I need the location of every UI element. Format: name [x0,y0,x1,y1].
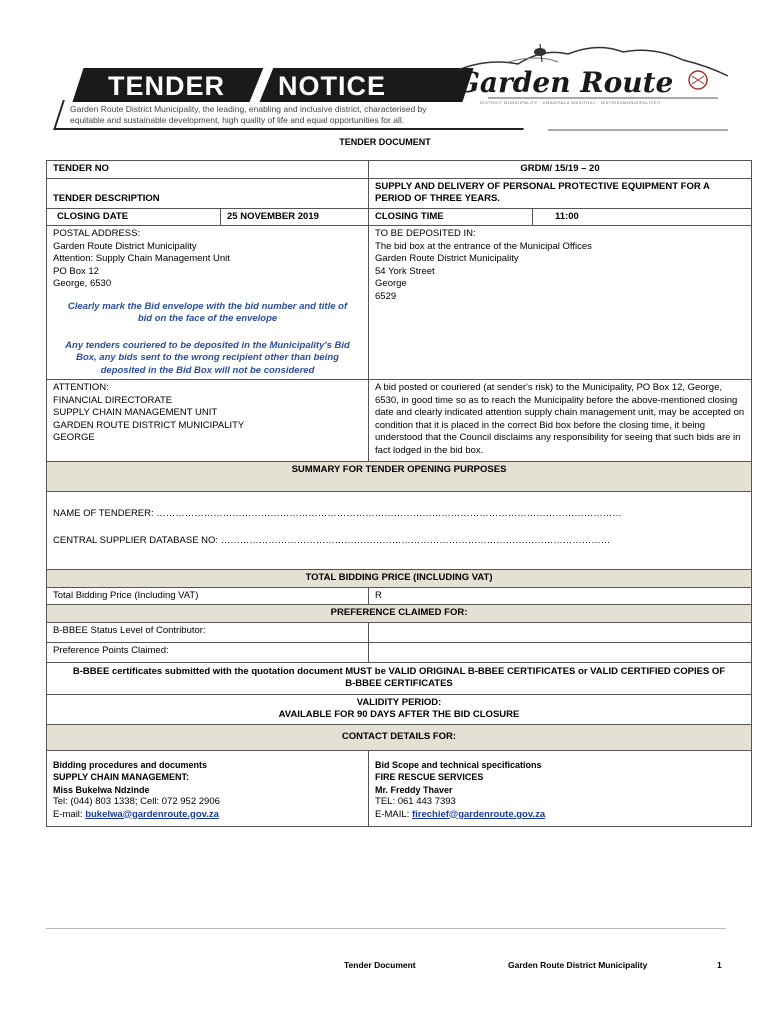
scm-email-link[interactable]: bukelwa@gardenroute.gov.za [85,808,219,820]
deposit-address-cell [369,226,752,380]
email-label: E-mail: [53,808,86,820]
footer-divider [46,928,726,929]
pricing-heading: TOTAL BIDDING PRICE (INCLUDING VAT) [47,570,752,588]
deposit-line: 54 York Street [375,265,435,277]
summary-heading-row [47,462,752,492]
csd-number-field: CENTRAL SUPPLIER DATABASE NO: …………………………………………………………………………………………………………… [53,534,611,546]
tenderer-info-cell [47,492,752,570]
tender-description-row [47,178,752,208]
deposit-line: TO BE DEPOSITED IN: [375,228,476,239]
tender-no-label: TENDER NO [47,161,369,179]
contact-scm-phone: Tel: (044) 803 1338; Cell: 072 952 2906 [53,796,220,807]
deposit-line: The bid box at the entrance of the Municipal Offices [375,240,592,252]
certificate-note-row [47,662,752,694]
validity-value: AVAILABLE FOR 90 DAYS AFTER THE BID CLOSURE [278,709,520,720]
garden-route-logo [448,40,738,136]
bbbee-level-row [47,622,752,642]
fire-email-link[interactable]: firechief@gardenroute.gov.za [411,808,546,820]
footer-municipality-label: Garden Route District Municipality [508,960,648,970]
pricing-value: R [369,587,752,605]
attention-line: SUPPLY CHAIN MANAGEMENT UNIT [53,407,218,418]
deposit-line: George [375,278,407,289]
attention-line: GARDEN ROUTE DISTRICT MUNICIPALITY [53,419,245,431]
closing-time-value: 11:00 [533,208,752,226]
contact-heading: CONTACT DETAILS FOR: [47,724,752,750]
pricing-label: Total Bidding Price (Including VAT) [47,587,369,605]
contact-fire-cell [369,750,752,826]
document-title: TENDER DOCUMENT [339,137,431,147]
tender-details-table [46,160,752,827]
preference-points-label: Preference Points Claimed: [47,642,369,662]
attention-line: GEORGE [53,432,95,443]
footer-document-label: Tender Document [344,960,416,970]
summary-heading: SUMMARY FOR TENDER OPENING PURPOSES [47,462,752,492]
certificate-note: B-BBEE certificates submitted with the quotation document MUST be VALID ORIGINAL B-BBEE CERTIFICATES or VALID CERTIFIED COPIES OF B-BBEE CERTIFICATES [47,662,752,694]
tender-no-value: GRDM/ 15/19 – 20 [369,161,752,179]
tender-description-label: TENDER DESCRIPTION [47,178,369,208]
preference-points-value [369,642,752,662]
contact-fire-department: FIRE RESCUE SERVICES [375,772,484,782]
validity-heading: VALIDITY PERIOD: [356,696,442,708]
envelope-marking-note: Clearly mark the Bid envelope with the bid number and title of bid on the face of the envelope [67,300,348,324]
closing-date-label: CLOSING DATE [47,208,221,226]
banner-tender-text: TENDER [108,71,226,101]
preference-points-row [47,642,752,662]
validity-row [47,694,752,724]
postal-address-cell [47,226,369,380]
attention-line: ATTENTION: [53,382,109,393]
bbbee-level-value [369,622,752,642]
attention-row [47,380,752,462]
postal-line: Garden Route District Municipality [53,240,197,252]
attention-line: FINANCIAL DIRECTORATE [53,394,173,406]
contact-fire-phone: TEL: 061 443 7393 [375,796,456,807]
contact-heading-row [47,724,752,750]
attention-cell [47,380,369,462]
courier-warning-note: Any tenders couriered to be deposited in the Municipality's Bid Box, any bids sent to the wrong recipient other than being deposited in the Bid Box will not be considered [65,339,350,376]
pricing-heading-row [47,570,752,588]
tender-notice-banner [78,68,468,102]
tender-notice-header [48,40,738,136]
deposit-line: Garden Route District Municipality [375,253,519,264]
logo-tagline: DISTRICT MUNICIPALITY · UMASIPALA WESITHILI · DISTRIKSMUNISIPALITEIT [480,100,662,105]
contact-scm-email-row [53,809,362,822]
contact-scm-cell [47,750,369,826]
postal-line: PO Box 12 [53,265,99,277]
postal-line: George, 6530 [53,278,112,289]
closing-row [47,208,752,226]
contact-fire-email-row [375,809,745,822]
slogan-line-1: Garden Route District Municipality, the leading, enabling and inclusive district, characterised by [70,104,427,114]
contact-fire-title: Bid Scope and technical specifications [375,759,542,770]
email-label: E-MAIL: [375,808,412,820]
banner-notice-text: NOTICE [278,71,387,101]
contact-scm-title: Bidding procedures and documents [53,759,208,770]
address-row [47,226,752,380]
contact-scm-person: Miss Bukelwa Ndzinde [53,784,150,795]
preference-heading-row [47,605,752,623]
tender-description-value: SUPPLY AND DELIVERY OF PERSONAL PROTECTIVE EQUIPMENT FOR A PERIOD OF THREE YEARS. [369,178,752,208]
tenderer-name-field: NAME OF TENDERER: ………………………………………………………………………………………………………………………………… [53,508,622,519]
bbbee-level-label: B-BBEE Status Level of Contributor: [47,622,369,642]
postal-line: POSTAL ADDRESS: [53,228,141,239]
postal-line: Attention: Supply Chain Management Unit [53,253,230,264]
tender-no-row [47,161,752,179]
pricing-row [47,587,752,605]
preference-heading: PREFERENCE CLAIMED FOR: [47,605,752,623]
logo-name: Garden Route [456,66,674,99]
deposit-line: 6529 [375,290,397,302]
footer-page-number: 1 [717,960,722,970]
tenderer-info-row [47,492,752,570]
posted-bid-text: A bid posted or couriered (at sender's risk) to the Municipality, PO Box 12, George, 6530, in good time so as to reach the Municipality before the above-mentioned closing date and clearly indicated attention supply chain management unit, may be accepted on condition that it is placed in the correct Bid box before the closing time, it being understood that the Council disclaims any responsibility for seeing that such bids are in fact lodged in the bid box. [369,380,752,462]
contact-scm-department: SUPPLY CHAIN MANAGEMENT: [53,772,190,782]
closing-time-label: CLOSING TIME [369,208,533,226]
closing-date-value: 25 NOVEMBER 2019 [221,208,369,226]
contact-fire-person: Mr. Freddy Thaver [375,784,453,795]
slogan-line-2: equitable and sustainable development, high quality of life and equal opportunities for all. [70,115,405,125]
contact-details-row [47,750,752,826]
validity-cell [47,694,752,724]
